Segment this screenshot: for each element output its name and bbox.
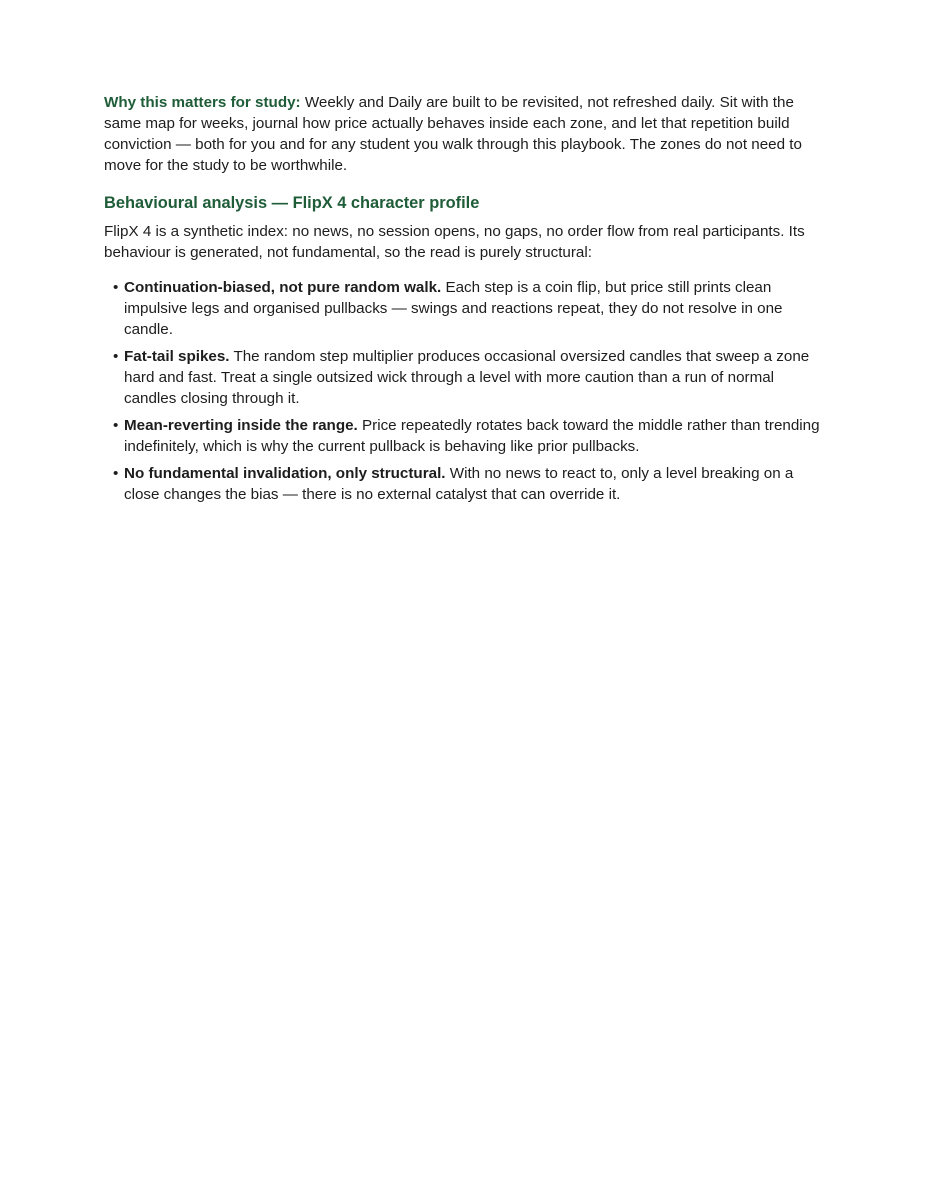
document-page xyxy=(104,92,828,511)
bullet-icon: • xyxy=(113,417,119,434)
bullet-icon: • xyxy=(113,279,119,296)
list-item-text: With no news to react to, only a level breaking on a close changes the bias — there is no external catalyst that can override it. xyxy=(124,465,794,503)
list-item-title: Fat-tail spikes. xyxy=(124,348,230,365)
bullet-icon: • xyxy=(113,465,119,482)
list-item xyxy=(104,415,828,457)
bullet-icon: • xyxy=(113,348,119,365)
list-item-title: Mean-reverting inside the range. xyxy=(124,417,358,434)
list-item xyxy=(104,463,828,505)
list-item xyxy=(104,277,828,340)
list-item xyxy=(104,346,828,409)
study-note-label: Why this matters for study: xyxy=(104,94,301,111)
study-note-text: Weekly and Daily are built to be revisited, not refreshed daily. Sit with the same map for weeks, journal how price actually behaves inside each zone, and let that repetition build conviction — both for you and for any student you walk through this playbook. The zones do not need to move for the study to be worthwhile. xyxy=(104,94,802,174)
list-item-text: The random step multiplier produces occasional oversized candles that sweep a zone hard and fast. Treat a single outsized wick through a level with more caution than a run of normal candles closing through it. xyxy=(124,348,810,407)
section-heading: Behavioural analysis — FlipX 4 character profile xyxy=(104,194,480,212)
study-note-paragraph xyxy=(104,92,828,176)
list-item-text: Each step is a coin flip, but price still prints clean impulsive legs and organised pullbacks — swings and reactions repeat, they do not resolve in one candle. xyxy=(124,279,783,338)
section-intro-paragraph: FlipX 4 is a synthetic index: no news, no session opens, no gaps, no order flow from real participants. Its behaviour is generated, not fundamental, so the read is purely structural: xyxy=(104,223,805,261)
behaviour-list xyxy=(104,277,828,505)
list-item-text: Price repeatedly rotates back toward the middle rather than trending indefinitely, which is why the current pullback is behaving like prior pullbacks. xyxy=(124,417,820,455)
list-item-title: Continuation-biased, not pure random walk. xyxy=(124,279,442,296)
list-item-title: No fundamental invalidation, only structural. xyxy=(124,465,446,482)
